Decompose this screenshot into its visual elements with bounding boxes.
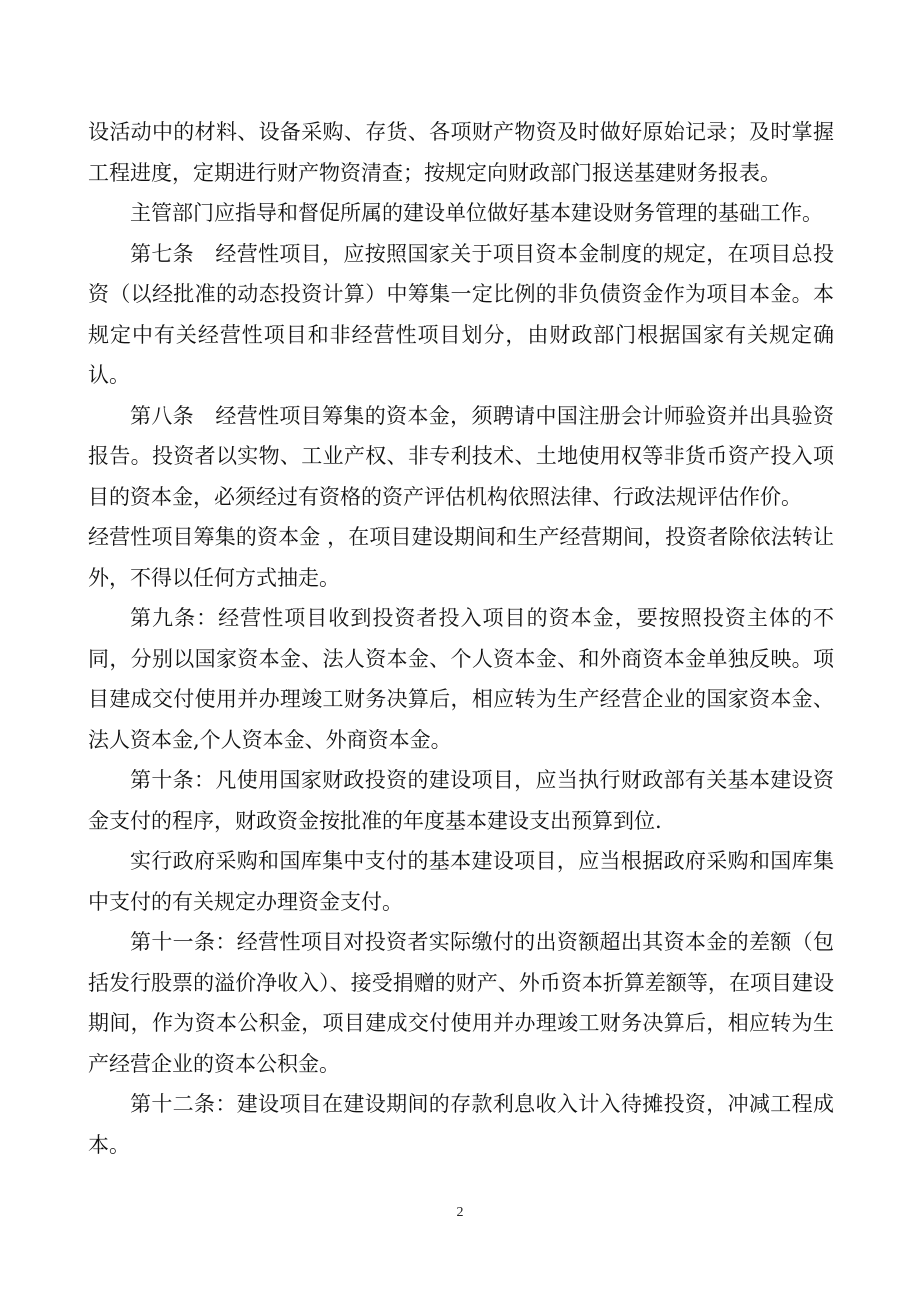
paragraph-article-10: 第十条：凡使用国家财政投资的建设项目，应当执行财政部有关基本建设资金支付的程序，财政资金按批准的年度基本建设支出预算到位.	[88, 768, 834, 833]
paragraph-8: 实行政府采购和国库集中支付的基本建设项目，应当根据政府采购和国库集中支付的有关规定办理资金支付。	[88, 849, 834, 914]
document-body	[88, 112, 834, 1165]
paragraph-article-9: 第九条：经营性项目收到投资者投入项目的资本金，要按照投资主体的不同，分别以国家资本金、法人资本金、个人资本金、和外商资本金单独反映。项目建成交付使用并办理竣工财务决算后，相应转为生产经营企业的国家资本金、法人资本金,个人资本金、外商资本金。	[88, 606, 834, 752]
paragraph-5: 经营性项目筹集的资本金 ，在项目建设期间和生产经营期间，投资者除依法转让外，不得以任何方式抽走。	[88, 525, 834, 590]
paragraph-article-7: 第七条 经营性项目，应按照国家关于项目资本金制度的规定，在项目总投资（以经批准的动态投资计算）中筹集一定比例的非负债资金作为项目本金。本规定中有关经营性项目和非经营性项目划分，由财政部门根据国家有关规定确认。	[88, 241, 834, 387]
paragraph-article-8: 第八条 经营性项目筹集的资本金，须聘请中国注册会计师验资并出具验资报告。投资者以实物、工业产权、非专利技术、土地使用权等非货币资产投入项目的资本金，必须经过有资格的资产评估机构依照法律、行政法规评估作价。	[88, 403, 834, 509]
paragraph-1: 设活动中的材料、设备采购、存货、各项财产物资及时做好原始记录；及时掌握工程进度，定期进行财产物资清查；按规定向财政部门报送基建财务报表。	[88, 120, 834, 185]
page-number: 2	[456, 1205, 464, 1220]
paragraph-2: 主管部门应指导和督促所属的建设单位做好基本建设财务管理的基础工作。	[130, 201, 823, 225]
paragraph-article-12: 第十二条：建设项目在建设期间的存款利息收入计入待摊投资，冲减工程成本。	[88, 1092, 834, 1157]
paragraph-article-11: 第十一条：经营性项目对投资者实际缴付的出资额超出其资本金的差额（包括发行股票的溢价净收入）、接受捐赠的财产、外币资本折算差额等，在项目建设期间，作为资本公积金，项目建成交付使用并办理竣工财务决算后，相应转为生产经营企业的资本公积金。	[88, 930, 834, 1076]
